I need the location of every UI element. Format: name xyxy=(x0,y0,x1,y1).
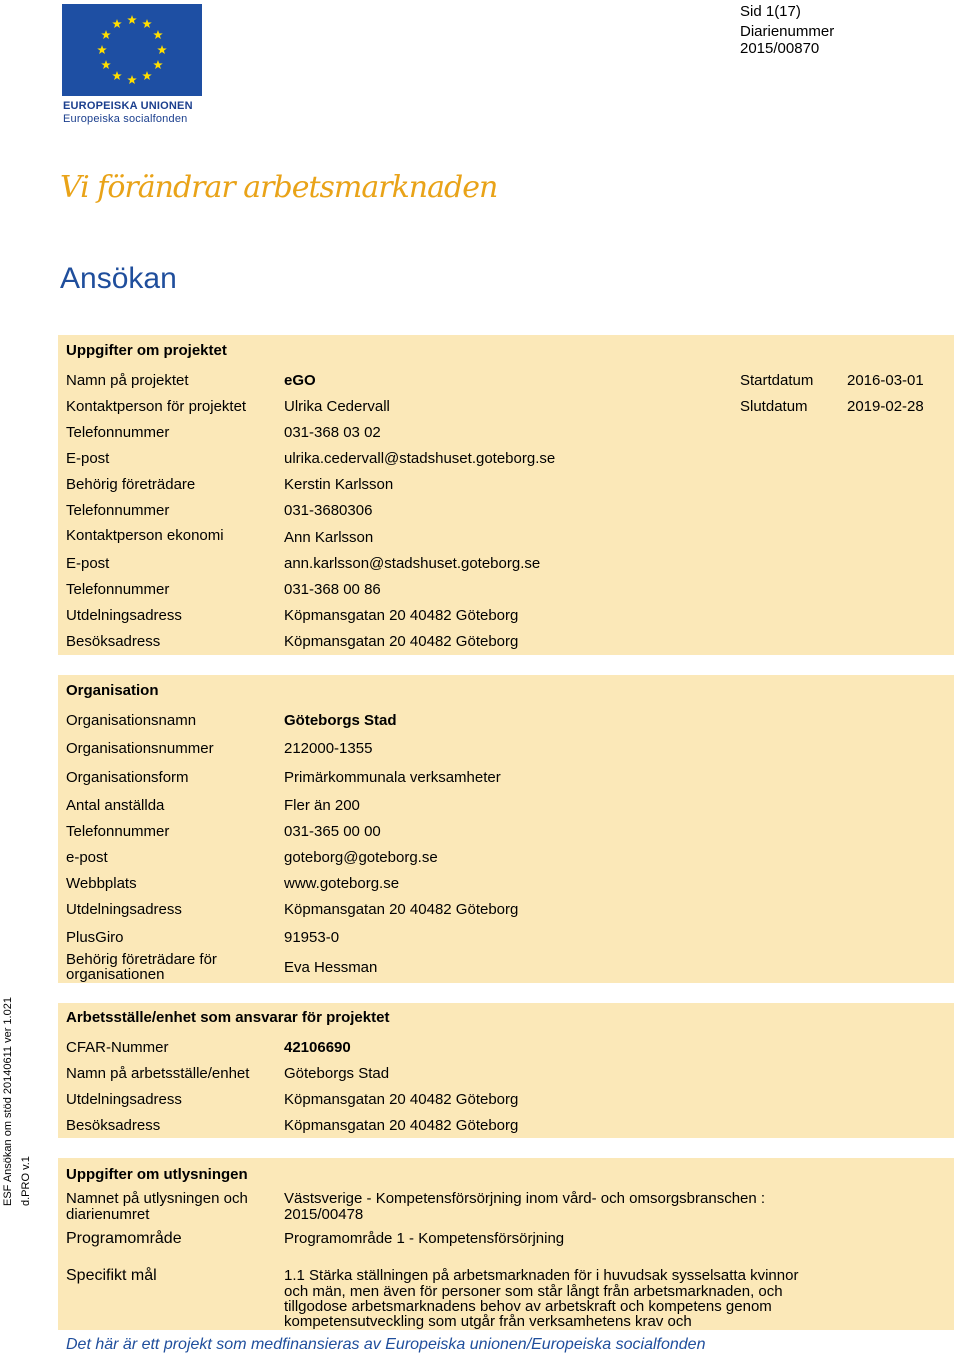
page-title: Ansökan xyxy=(60,262,177,295)
contact-email-label: E-post xyxy=(66,450,110,467)
rep-phone-label: Telefonnummer xyxy=(66,502,170,519)
workplace-heading: Arbetsställe/enhet som ansvarar för projektet xyxy=(66,1009,390,1026)
eu-star-icon xyxy=(97,45,107,54)
contact-phone-label: Telefonnummer xyxy=(66,424,170,441)
workplace-visit-value: Köpmansgatan 20 40482 Göteborg xyxy=(284,1117,519,1134)
org-rep-label-line2: organisationen xyxy=(66,966,165,983)
specific-goal-line2: och män, men även för personer som står långt från arbetsmarknaden, och xyxy=(284,1283,783,1300)
visit-address-label: Besöksadress xyxy=(66,633,161,650)
finance-phone-label: Telefonnummer xyxy=(66,581,170,598)
eu-star-icon xyxy=(153,30,163,39)
authorized-rep-value: Kerstin Karlsson xyxy=(284,476,394,493)
workplace-postal-value: Köpmansgatan 20 40482 Göteborg xyxy=(284,1091,519,1108)
finance-contact-value: Ann Karlsson xyxy=(284,529,374,546)
org-rep-value: Eva Hessman xyxy=(284,959,378,976)
employees-label: Antal anställda xyxy=(66,797,165,814)
specific-goal-label: Specifikt mål xyxy=(66,1267,157,1284)
workplace-section xyxy=(58,1003,954,1138)
org-name-label: Organisationsnamn xyxy=(66,712,197,729)
workplace-name-label: Namn på arbetsställe/enhet xyxy=(66,1065,250,1082)
contact-person-label: Kontaktperson för projektet xyxy=(66,398,247,415)
start-date-label: Startdatum xyxy=(740,372,814,389)
plusgiro-label: PlusGiro xyxy=(66,929,124,946)
slogan: Vi förändrar arbetsmarknaden xyxy=(60,170,498,205)
call-name-value-line2: 2015/00478 xyxy=(284,1206,364,1223)
organisation-heading: Organisation xyxy=(66,682,159,699)
org-email-value: goteborg@goteborg.se xyxy=(284,849,438,866)
cfar-value: 42106690 xyxy=(284,1039,351,1056)
eu-star-icon xyxy=(101,60,111,69)
project-heading: Uppgifter om projektet xyxy=(66,342,227,359)
eu-star-icon xyxy=(142,19,152,28)
contact-phone-value: 031-368 03 02 xyxy=(284,424,381,441)
diarie-label: Diarienummer xyxy=(740,23,835,40)
org-form-value: Primärkommunala verksamheter xyxy=(284,769,501,786)
project-section xyxy=(58,335,954,655)
program-area-value: Programområde 1 - Kompetensförsörjning xyxy=(284,1230,565,1247)
org-phone-label: Telefonnummer xyxy=(66,823,170,840)
rep-phone-value: 031-3680306 xyxy=(284,502,373,519)
call-name-label-line1: Namnet på utlysningen och xyxy=(66,1190,248,1207)
project-name-label: Namn på projektet xyxy=(66,372,189,389)
postal-address-value: Köpmansgatan 20 40482 Göteborg xyxy=(284,607,519,624)
eu-logo xyxy=(62,4,202,126)
program-area-label: Programområde xyxy=(66,1230,182,1247)
org-number-label: Organisationsnummer xyxy=(66,740,214,757)
footer-note: Det här är ett projekt som medfinansieras av Europeiska unionen/Europeiska socialfonden xyxy=(66,1336,706,1353)
specific-goal-line3: tillgodose arbetsmarknadens behov av arbetskraft och kompetens genom xyxy=(284,1298,772,1315)
organisation-section xyxy=(58,675,954,983)
eu-star-icon xyxy=(127,15,137,24)
eu-star-icon xyxy=(157,45,167,54)
org-email-label: e-post xyxy=(66,849,108,866)
contact-person-value: Ulrika Cedervall xyxy=(284,398,390,415)
employees-value: Fler än 200 xyxy=(284,797,360,814)
contact-email-value: ulrika.cedervall@stadshuset.goteborg.se xyxy=(284,450,556,467)
eu-star-icon xyxy=(112,19,122,28)
specific-goal-line4: kompetensutveckling som utgår från verksamhetens krav och xyxy=(284,1313,692,1330)
workplace-postal-label: Utdelningsadress xyxy=(66,1091,182,1108)
workplace-visit-label: Besöksadress xyxy=(66,1117,161,1134)
finance-phone-value: 031-368 00 86 xyxy=(284,581,381,598)
finance-email-label: E-post xyxy=(66,555,110,572)
finance-email-value: ann.karlsson@stadshuset.goteborg.se xyxy=(284,555,541,572)
workplace-name-value: Göteborgs Stad xyxy=(284,1065,390,1082)
eu-flag-icon xyxy=(62,4,202,96)
org-rep-label-line1: Behörig företrädare för xyxy=(66,951,217,968)
eu-star-icon xyxy=(153,60,163,69)
visit-address-value: Köpmansgatan 20 40482 Göteborg xyxy=(284,633,519,650)
org-phone-value: 031-365 00 00 xyxy=(284,823,381,840)
eu-star-icon xyxy=(127,75,137,84)
org-number-value: 212000-1355 xyxy=(284,740,373,757)
org-website-value: www.goteborg.se xyxy=(284,875,400,892)
finance-contact-label: Kontaktperson ekonomi xyxy=(66,527,224,544)
call-section xyxy=(58,1158,954,1330)
eu-star-icon xyxy=(101,30,111,39)
end-date-label: Slutdatum xyxy=(740,398,808,415)
start-date-value: 2016-03-01 xyxy=(847,372,924,389)
plusgiro-value: 91953-0 xyxy=(284,929,340,946)
authorized-rep-label: Behörig företrädare xyxy=(66,476,196,493)
specific-goal-line1: 1.1 Stärka ställningen på arbetsmarknaden för i huvudsak sysselsatta kvinnor xyxy=(284,1267,799,1284)
org-postal-label: Utdelningsadress xyxy=(66,901,182,918)
org-name-value: Göteborgs Stad xyxy=(284,712,397,729)
project-name-value: eGO xyxy=(284,372,316,389)
diarie-number: 2015/00870 xyxy=(740,40,820,57)
side-pro-text: d.PRO v.1 xyxy=(20,1156,32,1206)
org-form-label: Organisationsform xyxy=(66,769,189,786)
call-name-value-line1: Västsverige - Kompetensförsörjning inom vård- och omsorgsbranschen : xyxy=(284,1190,766,1207)
eu-logo-line1: EUROPEISKA UNIONEN xyxy=(63,100,193,112)
postal-address-label: Utdelningsadress xyxy=(66,607,182,624)
org-website-label: Webbplats xyxy=(66,875,137,892)
call-heading: Uppgifter om utlysningen xyxy=(66,1166,248,1183)
eu-star-icon xyxy=(142,71,152,80)
page-number: Sid 1(17) xyxy=(740,3,801,20)
eu-star-icon xyxy=(112,71,122,80)
org-postal-value: Köpmansgatan 20 40482 Göteborg xyxy=(284,901,519,918)
call-name-label-line2: diarienumret xyxy=(66,1206,150,1223)
end-date-value: 2019-02-28 xyxy=(847,398,924,415)
eu-logo-line2: Europeiska socialfonden xyxy=(63,113,188,125)
side-version-text: ESF Ansökan om stöd 20140611 ver 1.021 xyxy=(2,997,14,1206)
cfar-label: CFAR-Nummer xyxy=(66,1039,169,1056)
